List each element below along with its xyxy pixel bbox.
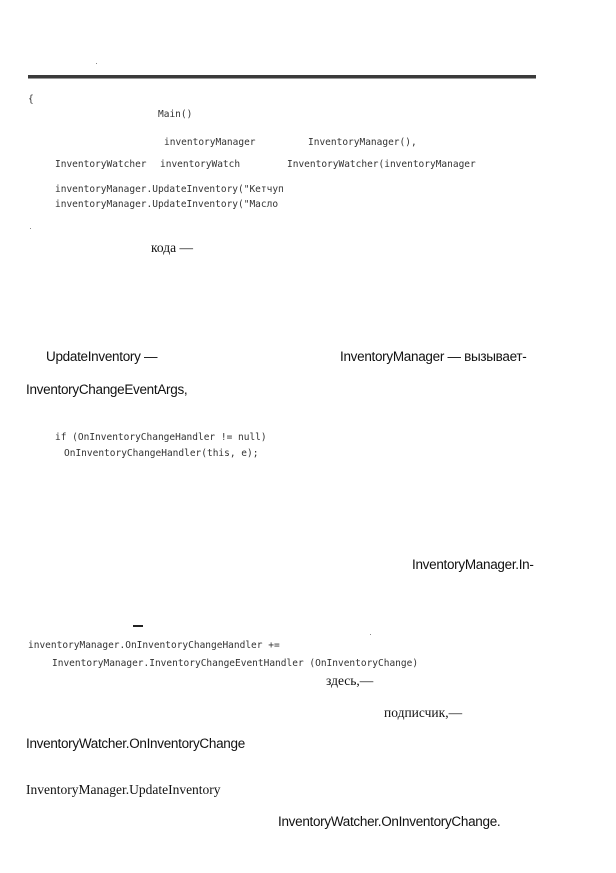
code-invoke-line: OnInventoryChangeHandler(this, e); (64, 448, 259, 459)
code-open-brace: { (28, 94, 34, 105)
code-update-call-2: inventoryManager.UpdateInventory("Масло (55, 199, 279, 210)
code-inventory-manager-new: InventoryManager(), (308, 137, 417, 148)
code-inventory-manager-decl: inventoryManager (164, 137, 256, 148)
text-podpischik: подписчик,— (384, 705, 463, 720)
code-subscribe-line: inventoryManager.OnInventoryChangeHandler += (28, 640, 280, 651)
code-handler-line: InventoryManager.InventoryChangeEventHandler (OnInventoryChange) (52, 658, 419, 669)
code-watcher-new: InventoryWatcher(inventoryManager (287, 159, 476, 170)
scan-speck (370, 634, 371, 635)
code-watcher-type: InventoryWatcher (55, 159, 147, 170)
code-update-call-1: inventoryManager.UpdateInventory("Кетчуп (55, 184, 284, 195)
text-watcher-on-change-end: InventoryWatcher.OnInventoryChange. (278, 814, 501, 829)
text-zdes: здесь,— (326, 673, 374, 688)
scan-speck (96, 63, 97, 64)
text-inventory-manager-in: InventoryManager.In- (412, 557, 534, 572)
text-inventory-manager-calls: InventoryManager — вызывает- (340, 349, 527, 364)
scan-speck (30, 228, 31, 229)
code-if-line: if (OnInventoryChangeHandler != null) (55, 432, 267, 443)
header-rule (28, 75, 536, 79)
text-manager-update: InventoryManager.UpdateInventory (26, 782, 221, 797)
text-koda: кода — (151, 240, 193, 255)
code-main: Main() (158, 109, 193, 120)
stray-dash (133, 625, 143, 627)
text-update-inventory: UpdateInventory — (46, 349, 158, 364)
text-watcher-on-change: InventoryWatcher.OnInventoryChange (26, 736, 245, 751)
code-watcher-var: inventoryWatch (160, 159, 241, 170)
text-event-args: InventoryChangeEventArgs, (26, 382, 188, 397)
